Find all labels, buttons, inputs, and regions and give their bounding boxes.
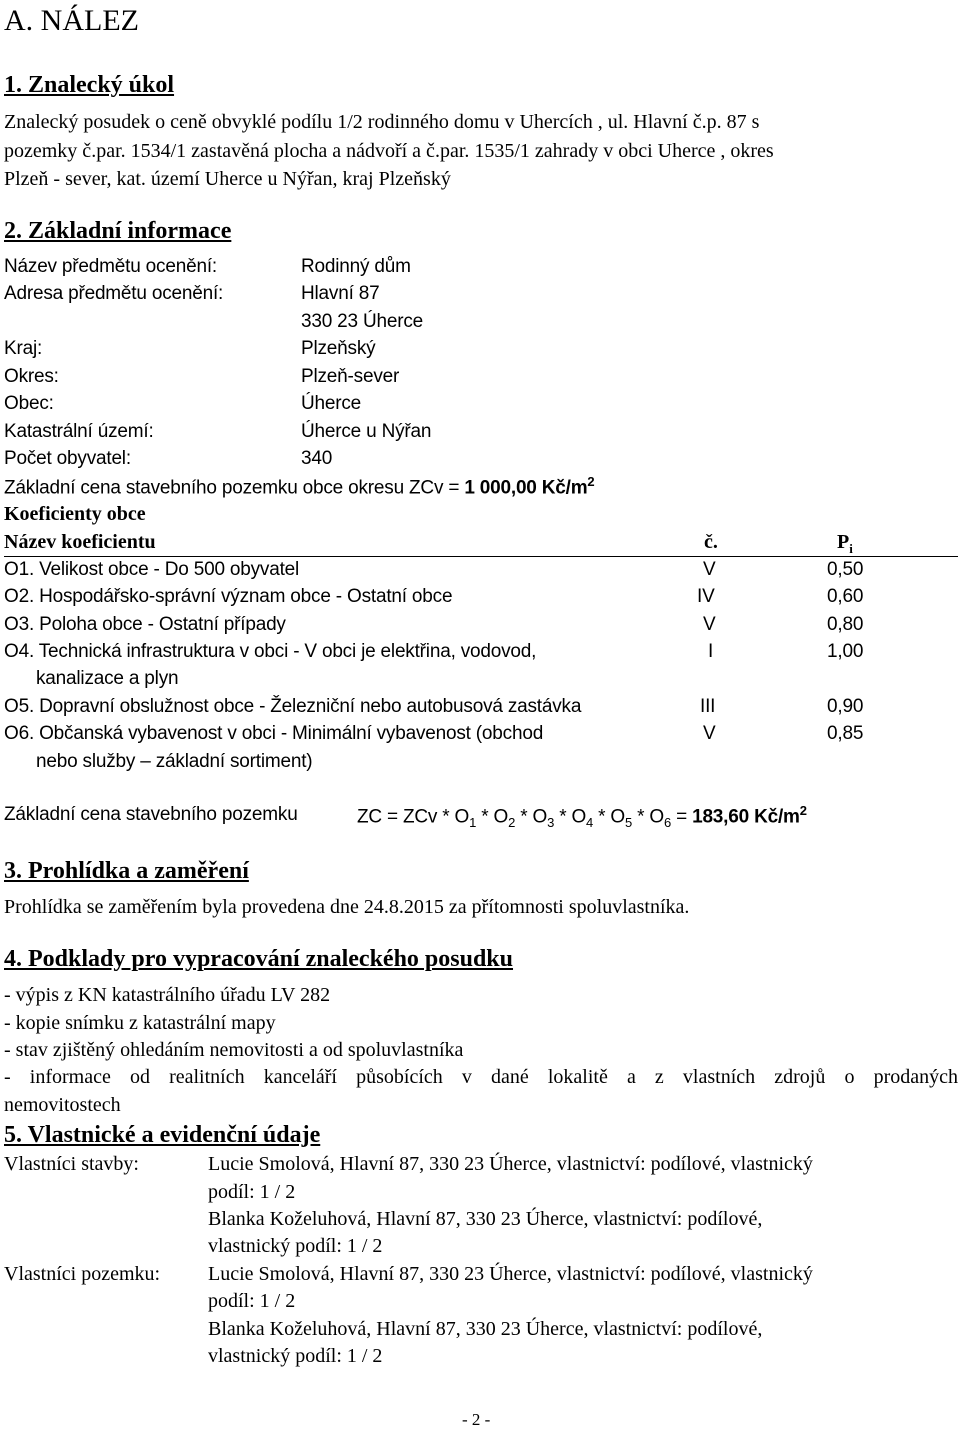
base-price-unit-exponent: 2 xyxy=(587,474,595,489)
info-value: Úherce xyxy=(301,393,362,414)
coef-row-name: O3. Poloha obce - Ostatní případy xyxy=(4,614,286,635)
owners-land-label: Vlastníci pozemku: xyxy=(4,1263,161,1285)
owner-line: podíl: 1 / 2 xyxy=(208,1290,296,1312)
section-1-line-2: pozemky č.par. 1534/1 zastavěná plocha a nádvoří a č.par. 1535/1 zahrady v obci Uherce , okres xyxy=(4,140,774,162)
coef-row-class: III xyxy=(700,696,716,717)
owner-line: Lucie Smolová, Hlavní 87, 330 23 Úherce, vlastnictví: podílové, vlastnický xyxy=(208,1263,813,1285)
info-value: 330 23 Úherce xyxy=(301,311,424,332)
source-item: - kopie snímku z katastrální mapy xyxy=(4,1012,276,1034)
table-header-name: Název koeficientu xyxy=(4,531,156,553)
info-value: Plzeňský xyxy=(301,338,376,359)
page-number: - 2 - xyxy=(462,1410,491,1429)
coef-row-value: 1,00 xyxy=(827,641,864,662)
section-1-line-1: Znalecký posudek o ceně obvyklé podílu 1/2 rodinného domu v Uhercích , ul. Hlavní č.p. 87 s xyxy=(4,111,760,133)
base-price-value: 1 000,00 Kč/m xyxy=(464,477,588,499)
source-item: - výpis z KN katastrálního úřadu LV 282 xyxy=(4,984,331,1006)
section-3-title: 3. Prohlídka a zaměření xyxy=(4,858,249,884)
source-item: - informace od realitních kanceláří působících v dané lokalitě a z vlastních zdrojů o prodaných xyxy=(4,1066,958,1088)
coef-row-class: IV xyxy=(697,586,715,607)
info-label: Okres: xyxy=(4,366,59,387)
zc-formula: ZC = ZCv * $O_1 * O_2 * O_3 * O_4 * O_5 * O_6 = 183,60$ $Kč/m^2$ xyxy=(357,803,807,831)
coef-row-value: 0,80 xyxy=(827,614,864,635)
base-price-text: Základní cena stavebního pozemku obce okresu ZCv = xyxy=(4,477,465,499)
owner-line: podíl: 1 / 2 xyxy=(208,1181,296,1203)
coef-row-value: 0,50 xyxy=(827,559,864,580)
info-label: Obec: xyxy=(4,393,54,414)
info-value: Úherce u Nýřan xyxy=(301,421,432,442)
source-item: - stav zjištěný ohledáním nemovitosti a od spoluvlastníka xyxy=(4,1039,464,1061)
inspection-text: Prohlídka se zaměřením byla provedena dne 24.8.2015 za přítomnosti spoluvlastníka. xyxy=(4,896,690,918)
owners-building-label: Vlastníci stavby: xyxy=(4,1153,139,1175)
source-item-cont: nemovitostech xyxy=(4,1094,121,1116)
coef-row-name-cont: kanalizace a plyn xyxy=(36,668,179,689)
info-label: Název předmětu ocenění: xyxy=(4,256,217,277)
owner-line: vlastnický podíl: 1 / 2 xyxy=(208,1345,383,1367)
owner-line: Lucie Smolová, Hlavní 87, 330 23 Úherce, vlastnictví: podílové, vlastnický xyxy=(208,1153,813,1175)
zc-value: 183,60 Kč/m xyxy=(692,806,800,828)
section-5-title: 5. Vlastnické a evidenční údaje xyxy=(4,1122,321,1148)
coef-row-class: V xyxy=(703,614,716,635)
info-value: Plzeň-sever xyxy=(301,366,400,387)
base-price-line xyxy=(4,475,594,499)
coef-row-name: O6. Občanská vybavenost v obci - Minimální vybavenost (obchod xyxy=(4,723,544,744)
info-label: Kraj: xyxy=(4,338,43,359)
coef-row-name: O2. Hospodářsko-správní význam obce - Ostatní obce xyxy=(4,586,453,607)
section-1-title: 1. Znalecký úkol xyxy=(4,72,175,98)
owner-line: vlastnický podíl: 1 / 2 xyxy=(208,1235,383,1257)
section-2-title: 2. Základní informace xyxy=(4,218,232,244)
coef-row-name: O1. Velikost obce - Do 500 obyvatel xyxy=(4,559,300,580)
info-value: Hlavní 87 xyxy=(301,283,380,304)
table-header-rule xyxy=(4,556,958,557)
zc-unit-exponent: 2 xyxy=(799,803,807,818)
owner-line: Blanka Koželuhová, Hlavní 87, 330 23 Úherce, vlastnictví: podílové, xyxy=(208,1208,763,1230)
info-value: 340 xyxy=(301,448,333,469)
zc-label: Základní cena stavebního pozemku xyxy=(4,804,298,825)
info-label: Počet obyvatel: xyxy=(4,448,131,469)
info-label: Katastrální území: xyxy=(4,421,154,442)
section-1-line-3: Plzeň - sever, kat. území Uherce u Nýřan, kraj Plzeňský xyxy=(4,168,451,190)
coef-row-class: V xyxy=(703,559,716,580)
coef-row-name: O4. Technická infrastruktura v obci - V obci je elektřina, vodovod, xyxy=(4,641,537,662)
coef-row-name: O5. Dopravní obslužnost obce - Železniční nebo autobusová zastávka xyxy=(4,696,582,717)
coef-row-name-cont: nebo služby – základní sortiment) xyxy=(36,751,313,772)
coef-row-value: 0,90 xyxy=(827,696,864,717)
coef-row-class: I xyxy=(708,641,714,662)
coef-row-class: V xyxy=(703,723,716,744)
page-heading: A. NÁLEZ xyxy=(4,4,139,37)
coef-row-value: 0,60 xyxy=(827,586,864,607)
coef-row-value: 0,85 xyxy=(827,723,864,744)
coefficients-heading: Koeficienty obce xyxy=(4,503,146,525)
table-header-number: č. xyxy=(704,531,718,553)
section-4-title: 4. Podklady pro vypracování znaleckého posudku xyxy=(4,946,514,972)
owner-line: Blanka Koželuhová, Hlavní 87, 330 23 Úherce, vlastnictví: podílové, xyxy=(208,1318,763,1340)
table-header-p: $P_i$ xyxy=(837,531,853,556)
info-value: Rodinný dům xyxy=(301,256,411,277)
info-label: Adresa předmětu ocenění: xyxy=(4,283,224,304)
